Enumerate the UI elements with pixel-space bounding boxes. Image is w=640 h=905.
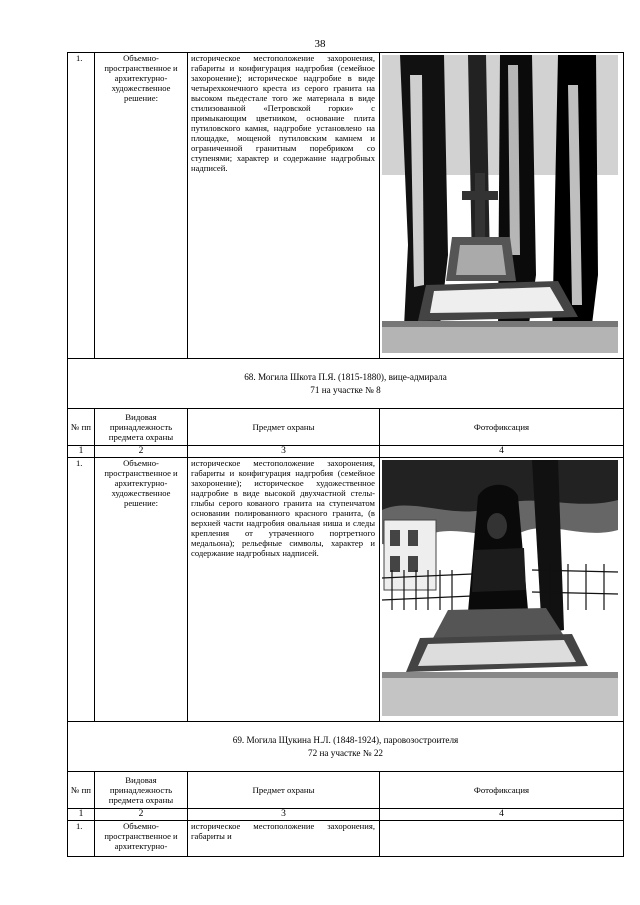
monuments-table	[67, 52, 624, 857]
protection-type: Объемно-пространственное и архитектурно-художественное решение:	[95, 458, 188, 722]
index-cell: 3	[188, 446, 380, 458]
index-row	[68, 809, 624, 821]
section-row	[68, 359, 624, 409]
header-num: № пп	[68, 409, 95, 446]
protection-type: Объемно-пространственное и архитектурно-художественное решение:	[95, 53, 188, 359]
header-row	[68, 409, 624, 446]
header-type: Видовая принадлежность предмета охраны	[95, 772, 188, 809]
header-num: № пп	[68, 772, 95, 809]
table-row	[68, 53, 624, 359]
index-row	[68, 446, 624, 458]
page-number: 38	[314, 38, 326, 50]
section-row	[68, 722, 624, 772]
index-cell: 2	[95, 809, 188, 821]
protection-subject: историческое местоположение захоронения, габариты и	[188, 821, 380, 857]
section-plot-line: 71 на участке № 8	[310, 384, 381, 395]
protection-subject: историческое местоположение захоронения, габариты и конфигурация надгробия (семейное захоронение); историческое надгробие в виде четырехконечного креста из серого гранита на высоком пьедестале того же материала в виде стилизованной «Петровской горки» с примыкающим цветником, основание плита путиловского камня, надгробие установлено на площадке, мощеной путиловским камнем и ограниченной гранитным поребриком со ступенями; характер и содержание надгробных надписей.	[188, 53, 380, 359]
header-photo: Фотофиксация	[380, 772, 624, 809]
index-cell: 4	[380, 809, 624, 821]
cross-monument-photo	[382, 55, 618, 353]
row-number: 1.	[68, 53, 95, 359]
header-row	[68, 772, 624, 809]
protection-subject: историческое местоположение захоронения, габариты и конфигурация надгробия (семейное захоронение); историческое художественное надгробие в виде высокой двухчастной стелы-глыбы серого кованого гранита на ступенчатом основании полированного красного гранита, (в верхней части надгробия овальная ниша и следы крепления от утраченного портретного медальона); рельефные символы, характер и содержание надгробных надписей.	[188, 458, 380, 722]
index-cell: 4	[380, 446, 624, 458]
header-photo: Фотофиксация	[380, 409, 624, 446]
index-cell: 3	[188, 809, 380, 821]
protection-type: Объемно-пространственное и архитектурно-	[95, 821, 188, 857]
section-title-line: 69. Могила Щукина Н.Л. (1848-1924), паровозостроителя	[232, 735, 459, 746]
header-subject: Предмет охраны	[188, 409, 380, 446]
photo-cell	[380, 458, 624, 722]
table-row	[68, 458, 624, 722]
section-plot-line: 72 на участке № 22	[307, 747, 384, 758]
section-title-68	[68, 359, 624, 409]
section-title-line: 68. Могила Шкота П.Я. (1815-1880), вице-адмирала	[244, 372, 447, 383]
photo-cell	[380, 53, 624, 359]
row-number: 1.	[68, 458, 95, 722]
table-row	[68, 821, 624, 857]
photo-cell	[380, 821, 624, 857]
section-title-69	[68, 722, 624, 772]
index-cell: 1	[68, 809, 95, 821]
header-subject: Предмет охраны	[188, 772, 380, 809]
cross-monument-photo-graphic	[382, 55, 618, 353]
stele-monument-photo-graphic	[382, 460, 618, 716]
stele-monument-photo	[382, 460, 618, 716]
header-type: Видовая принадлежность предмета охраны	[95, 409, 188, 446]
index-cell: 2	[95, 446, 188, 458]
index-cell: 1	[68, 446, 95, 458]
row-number: 1.	[68, 821, 95, 857]
